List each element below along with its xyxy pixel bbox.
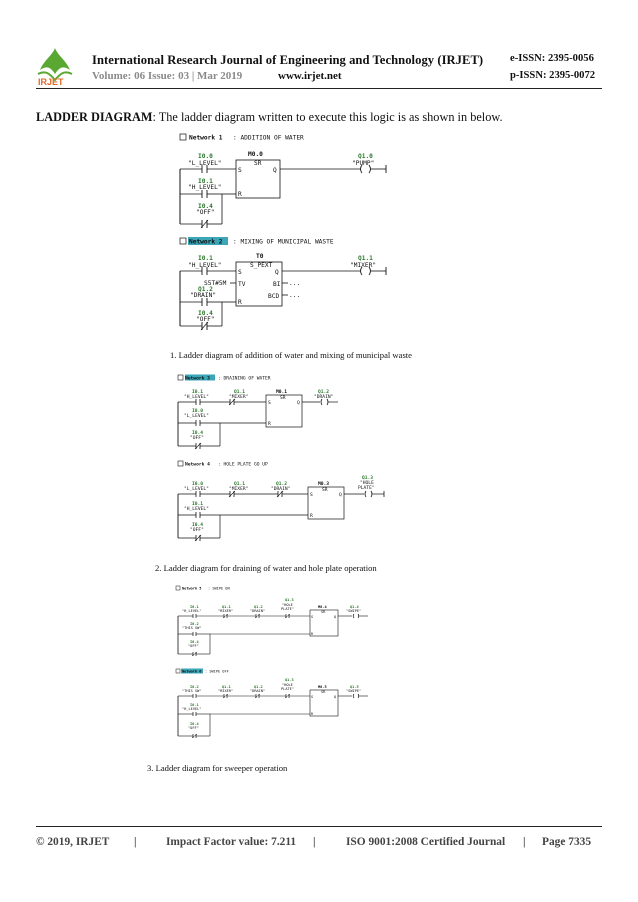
coil-symbol-2: PLATE"	[358, 486, 375, 491]
coil-symbol: "HOLE	[360, 481, 374, 486]
section-text: : The ladder diagram written to execute this logic is as shown in below.	[152, 110, 503, 124]
block-q: Q	[273, 167, 277, 174]
tv-value: S5T#5M	[204, 280, 227, 287]
volume-issue: Volume: 06 Issue: 03 | Mar 2019	[92, 70, 243, 82]
collapse-toggle-icon[interactable]	[180, 238, 186, 244]
block-type: SR	[321, 690, 326, 694]
footer-copyright: © 2019, IRJET	[36, 836, 110, 848]
contact-symbol-2: PLATE"	[281, 607, 294, 611]
contact-address: Q1.2	[276, 482, 288, 487]
block-q: Q	[297, 401, 300, 406]
contact-symbol: "H_LEVEL"	[188, 262, 222, 269]
ladder-figure-3	[170, 582, 410, 750]
contact-symbol: "H_LEVEL"	[182, 609, 202, 613]
network-1	[180, 134, 386, 228]
contact-address: I0.0	[192, 409, 204, 414]
coil-icon	[353, 694, 359, 698]
coil-symbol: "DRAIN"	[314, 395, 334, 400]
section-title: LADDER DIAGRAM	[36, 110, 153, 124]
network-title: Network 2	[189, 238, 223, 246]
contact-address: I0.2	[190, 622, 199, 626]
contact-address: I0.1	[198, 178, 213, 185]
network-3	[178, 375, 338, 450]
contact-address: Q1.1	[222, 685, 231, 689]
contact-symbol: "H_LEVEL"	[188, 184, 222, 191]
block-tv: TV	[238, 281, 246, 288]
contact-address: I0.4	[190, 640, 199, 644]
block-r: R	[268, 422, 271, 427]
contact-address: Q1.2	[254, 605, 263, 609]
network-title: Network 6	[182, 669, 202, 674]
contact-symbol: "OFF"	[188, 644, 199, 648]
contact-address: Q1.1	[222, 605, 231, 609]
footer-page-number: Page 7335	[542, 836, 592, 848]
block-address: M0.3	[318, 482, 330, 487]
contact-symbol: "DRAIN"	[190, 292, 217, 299]
contact-address: I0.1	[190, 703, 199, 707]
contact-address: Q1.2	[198, 286, 213, 293]
journal-title: International Research Journal of Engineering and Technology (IRJET)	[92, 53, 484, 67]
contact-symbol: "HOLE	[282, 683, 293, 687]
block-type: SR	[280, 396, 286, 401]
contact-address: I0.4	[192, 523, 204, 528]
contact-symbol: "MIXER"	[218, 609, 234, 613]
contact-symbol-2: PLATE"	[281, 687, 294, 691]
block-address: M0.5	[318, 685, 327, 689]
block-q: Q	[334, 615, 337, 619]
contact-symbol: "DRAIN"	[250, 689, 266, 693]
coil-icon	[365, 491, 372, 497]
block-r: R	[311, 632, 314, 636]
collapse-toggle-icon[interactable]	[178, 375, 183, 380]
contact-symbol: "HOLE	[282, 603, 293, 607]
contact-symbol: "OFF"	[188, 726, 199, 730]
contact-symbol: "H_LEVEL"	[184, 507, 209, 512]
block-address: M0.1	[276, 390, 288, 395]
coil-symbol: "MIXER"	[350, 262, 377, 269]
footer-rule	[36, 826, 602, 827]
bi-dots: ...	[289, 280, 301, 287]
collapse-toggle-icon[interactable]	[176, 669, 180, 673]
block-s: S	[268, 401, 271, 406]
contact-address: Q1.3	[285, 598, 294, 602]
block-s: S	[311, 695, 314, 699]
contact-symbol: "DRAIN"	[250, 609, 266, 613]
network-title: Network 5	[182, 586, 202, 591]
network-2	[180, 237, 386, 330]
contact-address: I0.2	[190, 685, 199, 689]
block-q: Q	[339, 493, 342, 498]
contact-symbol: "THIS SW"	[182, 689, 202, 693]
network-comment: : SWIPE ON	[208, 586, 230, 591]
logo-text: IRJET	[38, 77, 64, 87]
block-r: R	[310, 514, 313, 519]
block-r: R	[311, 712, 314, 716]
collapse-toggle-icon[interactable]	[176, 586, 180, 590]
contact-symbol: "OFF"	[190, 528, 204, 533]
contact-symbol: "DRAIN"	[271, 487, 291, 492]
coil-address: Q1.1	[358, 255, 373, 262]
coil-address: Q1.2	[318, 390, 330, 395]
network-comment: : ADDITION OF WATER	[233, 134, 304, 142]
block-address: M0.0	[248, 151, 263, 158]
footer-separator: |	[313, 836, 316, 848]
coil-address: Q1.0	[358, 153, 373, 160]
coil-symbol: "PUMP"	[352, 160, 375, 167]
contact-symbol: "MIXER"	[229, 395, 249, 400]
coil-symbol: "SWIPE"	[346, 689, 362, 693]
contact-symbol: "OFF"	[190, 436, 204, 441]
timer-address: T0	[256, 253, 264, 260]
contact-symbol: "OFF"	[196, 316, 215, 323]
footer-impact-factor: Impact Factor value: 7.211	[166, 836, 297, 848]
contact-address: I0.4	[190, 722, 199, 726]
contact-symbol: "H_LEVEL"	[182, 707, 202, 711]
block-type: S_PEXT	[250, 262, 273, 269]
contact-symbol: "L_LEVEL"	[188, 160, 222, 167]
coil-symbol: "SWIPE"	[346, 609, 362, 613]
contact-address: I0.0	[192, 482, 204, 487]
contact-symbol: "MIXER"	[229, 487, 249, 492]
block-r: R	[238, 191, 242, 198]
ladder-figure-1	[170, 128, 440, 336]
network-title: Network 4	[185, 462, 210, 468]
coil-address: Q1.5	[350, 685, 359, 689]
network-comment: : DRAINING OF WATER	[218, 376, 271, 382]
block-q: Q	[275, 269, 279, 276]
block-bcd: BCD	[268, 293, 280, 300]
block-s: S	[310, 493, 313, 498]
contact-symbol: "L_LEVEL"	[184, 487, 209, 492]
bcd-dots: ...	[289, 292, 301, 299]
contact-address: Q1.3	[285, 678, 294, 682]
block-type: SR	[254, 160, 262, 167]
contact-address: I0.4	[198, 203, 213, 210]
figure-caption-3: 3. Ladder diagram for sweeper operation	[147, 763, 288, 773]
contact-address: I0.1	[192, 502, 204, 507]
block-s: S	[238, 167, 242, 174]
footer-separator: |	[523, 836, 526, 848]
block-type: SR	[322, 488, 328, 493]
block-r: R	[238, 299, 242, 306]
contact-address: I0.1	[192, 390, 204, 395]
coil-icon	[353, 614, 359, 618]
contact-symbol: "OFF"	[196, 209, 215, 216]
collapse-toggle-icon[interactable]	[178, 461, 183, 466]
contact-symbol: "MIXER"	[218, 689, 234, 693]
figure-caption-1: 1. Ladder diagram of addition of water and mixing of municipal waste	[170, 350, 412, 360]
network-comment: : HOLE PLATE GO UP	[218, 462, 268, 468]
contact-symbol: "L_LEVEL"	[184, 414, 209, 419]
network-5	[176, 586, 368, 656]
contact-address: I0.4	[192, 431, 204, 436]
collapse-toggle-icon[interactable]	[180, 134, 186, 140]
block-type: SR	[321, 610, 326, 614]
network-title: Network 3	[185, 376, 210, 382]
ladder-figure-2	[170, 370, 420, 550]
coil-address: Q1.3	[362, 476, 374, 481]
header-rule	[36, 88, 602, 89]
network-comment: : MIXING OF MUNICIPAL WASTE	[233, 238, 334, 246]
contact-address: Q1.1	[234, 482, 246, 487]
network-6	[176, 669, 368, 739]
contact-address: Q1.1	[234, 390, 246, 395]
contact-address: I0.1	[190, 605, 199, 609]
network-title: Network 1	[189, 134, 223, 142]
block-q: Q	[334, 695, 337, 699]
contact-address: Q1.2	[254, 685, 263, 689]
website-link[interactable]: www.irjet.net	[278, 70, 342, 82]
footer-iso: ISO 9001:2008 Certified Journal	[346, 836, 506, 848]
p-issn: p-ISSN: 2395-0072	[510, 70, 596, 81]
contact-address: I0.4	[198, 310, 213, 317]
coil-address: Q1.4	[350, 605, 359, 609]
e-issn: e-ISSN: 2395-0056	[510, 53, 594, 64]
network-4	[178, 461, 384, 541]
figure-caption-2: 2. Ladder diagram for draining of water and hole plate operation	[155, 563, 377, 573]
contact-symbol: "H_LEVEL"	[184, 395, 209, 400]
block-bi: BI	[273, 281, 281, 288]
section-heading	[36, 110, 503, 125]
block-s: S	[311, 615, 314, 619]
network-comment: : SWIPE OFF	[205, 669, 229, 674]
contact-address: I0.0	[198, 153, 213, 160]
block-address: M0.4	[318, 605, 327, 609]
block-s: S	[238, 269, 242, 276]
contact-symbol: "THIS SW"	[182, 626, 202, 630]
contact-address: I0.1	[198, 255, 213, 262]
footer-separator: |	[134, 836, 137, 848]
